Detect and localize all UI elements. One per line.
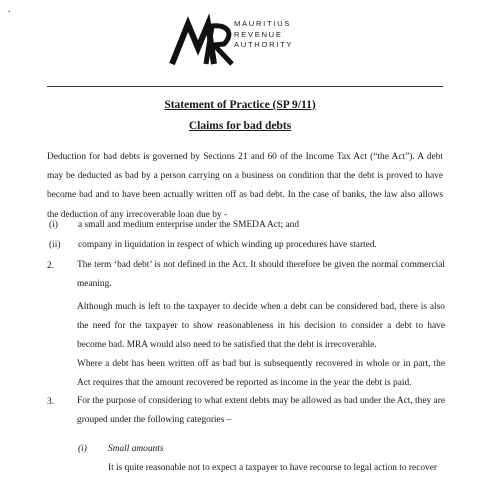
list-item-text: company in liquidation in respect of which winding up procedures have started. — [78, 240, 377, 250]
section-2-paragraph-3: Where a debt has been written off as bad but is subsequently recovered in whole or in part, the Act requires that the amount recovered be reported as income in the year the debt is paid. — [77, 359, 445, 389]
logo-wordmark — [234, 19, 293, 51]
logo-line-1: MAURITIUS — [234, 19, 292, 28]
mra-logo — [168, 14, 318, 74]
section-3-item-text: It is quite reasonable not to expect a taxpayer to have recourse to legal action to recover — [108, 463, 438, 473]
section-3-item-title: Small amounts — [108, 444, 164, 454]
section-2-number: 2. — [47, 261, 55, 271]
section-3-paragraph-1: For the purpose of considering to what extent debts may be allowed as bad under the Act, they are grouped under the following categories – — [77, 396, 445, 426]
document-title: Statement of Practice (SP 9/11) — [164, 99, 316, 111]
logo-line-3: AUTHORITY — [234, 40, 294, 50]
header-divider — [47, 86, 443, 87]
section-3-number: 3. — [47, 397, 55, 407]
list-item-number: (ii) — [49, 240, 61, 250]
section-2-paragraph-2: Although much is left to the taxpayer to decide when a debt can be considered bad, there is also the need for the taxpayer to show reasonableness in his decision to consider a debt to have become bad. MRA would also need to be satisfied that the debt is irrecoverable. — [77, 302, 445, 351]
mra-monogram-icon — [168, 14, 238, 72]
list-item-text: a small and medium enterprise under the SMEDA Act; and — [78, 220, 300, 230]
intro-paragraph: Deduction for bad debts is governed by Sections 21 and 60 of the Income Tax Act (“the Act”). A debt may be deducted as bad by a person carrying on a business on condition that the debt is proved to have become bad and to have been actually written off as bad debt. In the case of banks, the law also allows the deduction of any irrecoverable loan due by - — [47, 152, 443, 220]
section-3-item-number: (i) — [78, 444, 87, 454]
list-item-number: (i) — [49, 220, 58, 230]
document-subtitle: Claims for bad debts — [188, 120, 292, 132]
section-2-paragraph-1: The term ‘bad debt’ is not defined in the Act. It should therefore be given the normal commercial meaning. — [77, 260, 445, 290]
logo-line-2: REVENUE — [234, 29, 283, 39]
corner-mark: • — [8, 8, 11, 16]
